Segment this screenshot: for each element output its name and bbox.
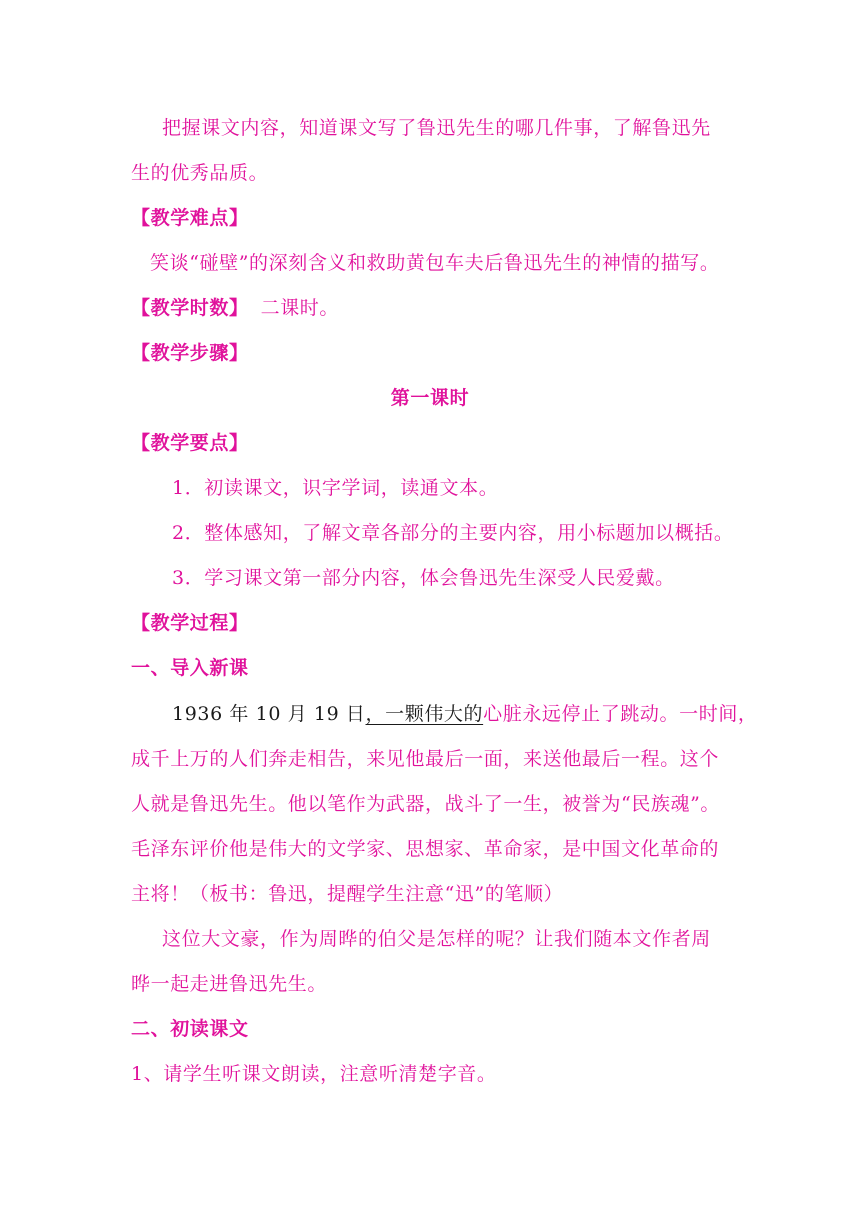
steps-heading: 【教学步骤】: [131, 342, 249, 364]
intro-underlined-phrase: ，一颗伟大的: [365, 703, 484, 725]
keypoint-item: 1．初读课文，识字学词，读通文本。: [172, 477, 499, 499]
intro-line-1: [172, 701, 758, 727]
intro-rest: 心脏永远停止了跳动。一时间，: [483, 703, 758, 725]
keypoint-item: 3．学习课文第一部分内容，体会鲁迅先生深受人民爱戴。: [172, 567, 675, 589]
hours-text: 二课时。: [260, 297, 340, 319]
intro-line-3: 人就是鲁迅先生。他以笔作为武器，战斗了一生，被誉为“民族魂”。: [131, 793, 721, 815]
process-heading: 【教学过程】: [131, 612, 249, 634]
objective-line-1: 把握课文内容，知道课文写了鲁迅先生的哪几件事，了解鲁迅先: [162, 117, 711, 139]
intro-line-2: 成千上万的人们奔走相告，来见他最后一面，来送他最后一程。这个: [131, 748, 720, 770]
objective-line-2: 生的优秀品质。: [131, 162, 269, 184]
hours-row: [131, 295, 339, 321]
hours-heading: 【教学时数】: [131, 297, 249, 319]
difficulty-heading: 【教学难点】: [131, 207, 249, 229]
keypoint-item: 2．整体感知，了解文章各部分的主要内容，用小标题加以概括。: [172, 522, 734, 544]
difficulty-text: 笑谈“碰壁”的深刻含义和救助黄包车夫后鲁迅先生的神情的描写。: [150, 252, 720, 274]
intro-line-4: 毛泽东评价他是伟大的文学家、思想家、革命家，是中国文化革命的: [131, 838, 720, 860]
transition-line-2: 晔一起走进鲁迅先生。: [131, 973, 328, 995]
lesson-title: 第一课时: [390, 387, 470, 409]
section1-heading: 一、导入新课: [131, 657, 249, 679]
intro-date: 1936 年 10 月 19 日: [172, 703, 366, 725]
keypoints-heading: 【教学要点】: [131, 432, 249, 454]
section2-heading: 二、初读课文: [131, 1018, 249, 1040]
transition-line-1: 这位大文豪，作为周晔的伯父是怎样的呢？让我们随本文作者周: [162, 928, 711, 950]
item-1: 1、请学生听课文朗读，注意听清楚字音。: [131, 1063, 497, 1085]
intro-line-5: 主将！（板书：鲁迅，提醒学生注意“迅”的笔顺）: [131, 883, 564, 905]
